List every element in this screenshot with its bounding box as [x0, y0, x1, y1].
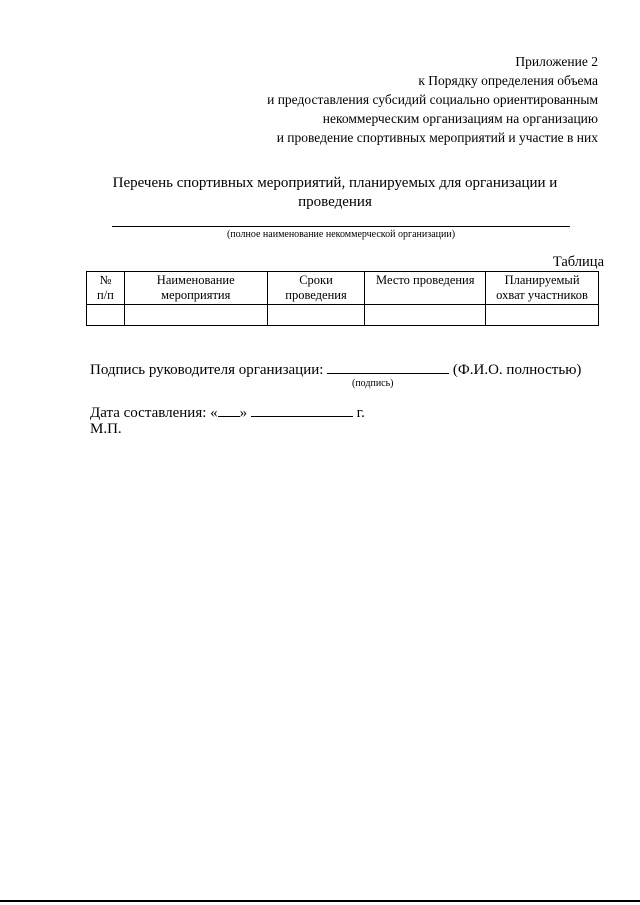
date-line [90, 403, 365, 422]
signature-caption: (подпись) [352, 378, 394, 389]
organization-caption: (полное наименование некоммерческой организации) [226, 229, 456, 240]
signature-suffix: (Ф.И.О. полностью) [452, 362, 582, 378]
month-year-blank [251, 403, 353, 417]
table-cell [365, 305, 486, 326]
signature-line [90, 360, 581, 379]
annex-line-3: и предоставления субсидий социально ориентированным [267, 92, 598, 107]
header-number: № п/п [87, 272, 125, 305]
signature-blank [327, 360, 449, 374]
annex-line-4: некоммерческим организациям на организацию [322, 111, 598, 126]
date-label: Дата составления: « [90, 405, 218, 421]
annex-line-2: к Порядку определения объема [418, 73, 598, 88]
table-cell [124, 305, 267, 326]
header-participants: Планируемый охват участников [486, 272, 599, 305]
bottom-scan-edge [0, 900, 640, 902]
date-mid: » [239, 405, 248, 421]
annex-line-1: Приложение 2 [515, 54, 598, 69]
annex-line-5: и проведение спортивных мероприятий и участие в них [276, 130, 598, 145]
events-table [86, 271, 599, 326]
year-suffix: г. [356, 405, 365, 421]
header-location: Место проведения [365, 272, 486, 305]
header-dates: Сроки проведения [267, 272, 365, 305]
title-line-1: Перечень спортивных мероприятий, планируемых для организации и [112, 175, 558, 191]
signature-label: Подпись руководителя организации: [90, 362, 324, 378]
table-label: Таблица [552, 254, 604, 270]
stamp-place: М.П. [90, 421, 122, 437]
table-cell [486, 305, 599, 326]
header-event-name: Наименование мероприятия [124, 272, 267, 305]
annex-header [267, 52, 598, 147]
day-blank [218, 403, 240, 417]
table-cell [87, 305, 125, 326]
table-cell [267, 305, 365, 326]
table-header-row [87, 272, 599, 305]
title-line-2: проведения [298, 194, 372, 210]
document-title [90, 174, 580, 212]
organization-name-line [112, 226, 570, 227]
table-row [87, 305, 599, 326]
